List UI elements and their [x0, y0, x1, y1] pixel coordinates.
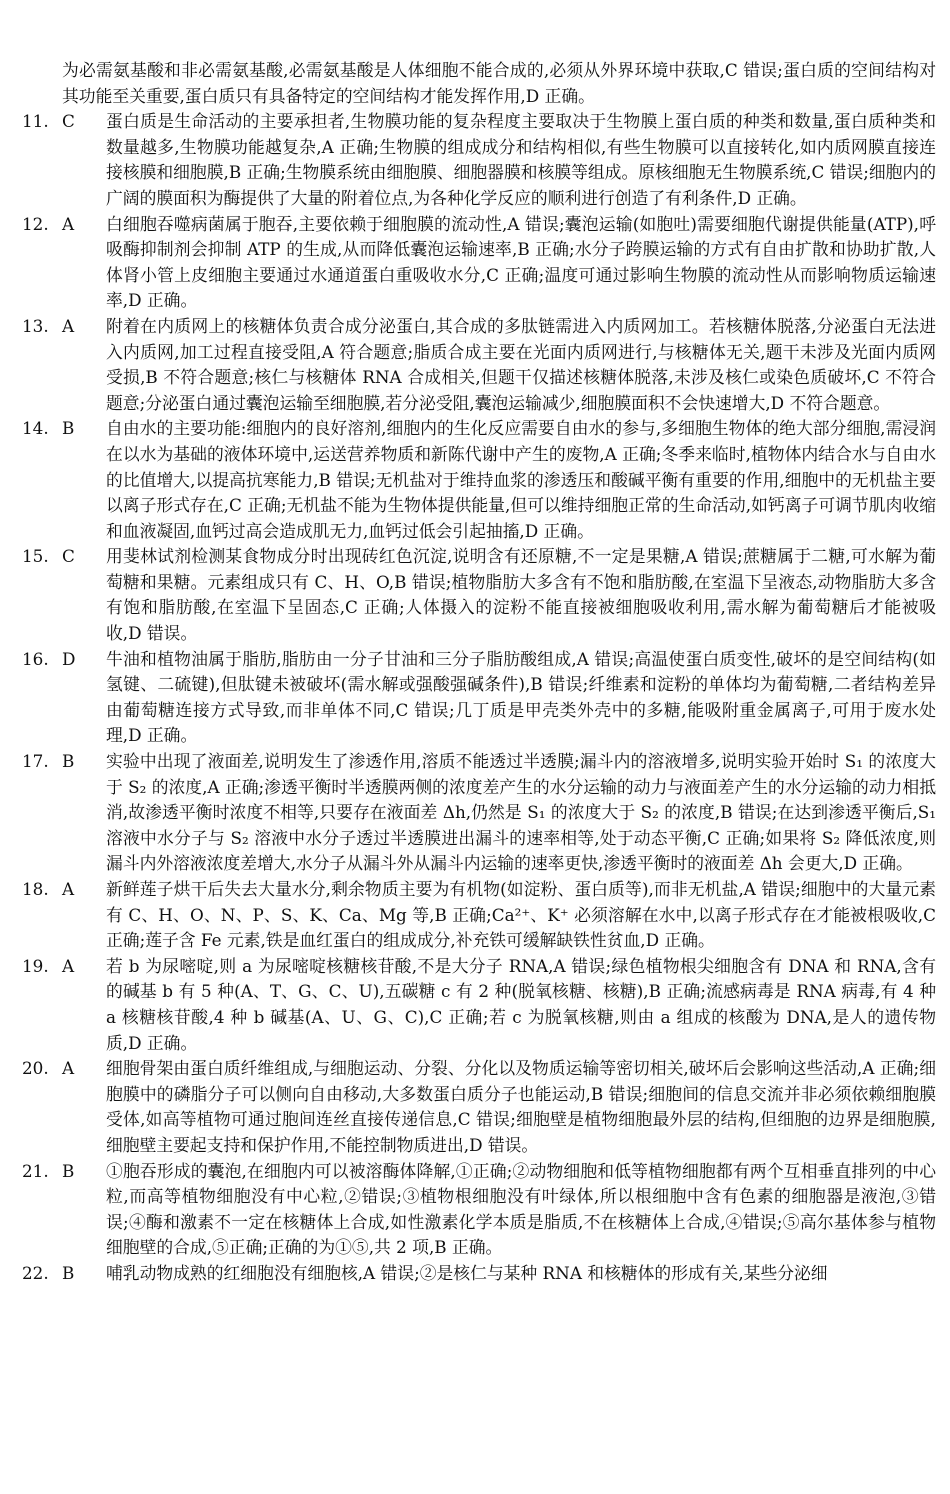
- answer-item: [22, 647, 936, 749]
- question-number: 16.: [22, 648, 49, 669]
- answer-item: [22, 1261, 936, 1287]
- question-number: 13.: [22, 315, 49, 336]
- question-number: 15.: [22, 546, 49, 567]
- answer-item: [22, 416, 936, 544]
- answer-list: [22, 109, 936, 1286]
- answer-letter: C: [62, 111, 75, 132]
- explanation-text: 白细胞吞噬病菌属于胞吞,主要依赖于细胞膜的流动性,A 错误;囊泡运输(如胞吐)需要细胞代谢提供能量(ATP),呼吸酶抑制剂会抑制 ATP 的生成,从而降低囊泡运输速率,B 正确;水分子跨膜运输的方式有自由扩散和协助扩散,人体肾小管上皮细胞主要通过水通道蛋白重吸收水分,C 正确;温度可通过影响生物膜的流动性从而影响物质运输速率,D 正确。: [106, 213, 936, 311]
- question-number: 11.: [22, 111, 49, 132]
- question-number: 22.: [22, 1262, 49, 1283]
- question-number: 21.: [22, 1160, 49, 1181]
- answer-item: [22, 749, 936, 877]
- answer-letter: A: [62, 879, 75, 899]
- answer-letter: A: [62, 1058, 75, 1079]
- explanation-text: 牛油和植物油属于脂肪,脂肪由一分子甘油和三分子脂肪酸组成,A 错误;高温使蛋白质变性,破坏的是空间结构(如氢键、二硫键),但肽键未被破坏(需水解或强酸强碱条件),B 错误;纤维素和淀粉的单体均为葡萄糖,二者结构差异由葡萄糖连接方式导致,而非单体不同,C 错误;几丁质是甲壳类外壳中的多糖,能吸附重金属离子,可用于废水处理,D 正确。: [106, 648, 936, 746]
- answer-letter: B: [62, 418, 75, 439]
- answer-item: [22, 877, 936, 954]
- answer-letter: A: [62, 955, 75, 976]
- answer-letter: B: [62, 1262, 75, 1283]
- explanation-text: 新鲜莲子烘干后失去大量水分,剩余物质主要为有机物(如淀粉、蛋白质等),而非无机盐,A 错误;细胞中的大量元素有 C、H、O、N、P、S、K、Ca、Mg 等,B 正确;Ca²⁺、K⁺ 必须溶解在水中,以离子形式存在才能被根吸收,C 正确;莲子含 Fe 元素,铁是血红蛋白的组成成分,补充铁可缓解缺铁性贫血,D 正确。: [106, 879, 936, 951]
- question-number: 18.: [22, 879, 49, 899]
- explanation-text: 附着在内质网上的核糖体负责合成分泌蛋白,其合成的多肽链需进入内质网加工。若核糖体脱落,分泌蛋白无法进入内质网,加工过程直接受阻,A 符合题意;脂质合成主要在光面内质网进行,与核糖体无关,题干未涉及光面内质网受损,B 不符合题意;核仁与核糖体 RNA 合成相关,但题干仅描述核糖体脱落,未涉及核仁或染色质破坏,C 不符合题意;分泌蛋白通过囊泡运输至细胞膜,若分泌受阻,囊泡运输减少,细胞膜面积不会快速增大,D 不符合题意。: [106, 315, 936, 413]
- explanation-text: 自由水的主要功能:细胞内的良好溶剂,细胞内的生化反应需要自由水的参与,多细胞生物体的绝大部分细胞,需浸润在以水为基础的液体环境中,运送营养物质和新陈代谢中产生的废物,A 正确;冬季来临时,植物体内结合水与自由水的比值增大,以提高抗寒能力,B 错误;无机盐对于维持血浆的渗透压和酸碱平衡有重要的作用,细胞中的无机盐主要以离子形式存在,C 正确;无机盐不能为生物体提供能量,但可以维持细胞正常的生命活动,如钙离子可调节肌肉收缩和血液凝固,血钙过高会造成肌无力,血钙过低会引起抽搐,D 正确。: [106, 418, 936, 541]
- answer-item: [22, 1159, 936, 1261]
- question-number: 19.: [22, 955, 49, 976]
- explanation-text: 细胞骨架由蛋白质纤维组成,与细胞运动、分裂、分化以及物质运输等密切相关,破坏后会影响这些活动,A 正确;细胞膜中的磷脂分子可以侧向自由移动,大多数蛋白质分子也能运动,B 错误;细胞间的信息交流并非必须依赖细胞膜受体,如高等植物可通过胞间连丝直接传递信息,C 错误;细胞壁是植物细胞最外层的结构,但细胞的边界是细胞膜,细胞壁主要起支持和保护作用,不能控制物质进出,D 错误。: [106, 1058, 936, 1155]
- answer-letter: B: [62, 751, 75, 772]
- question-number: 12.: [22, 213, 49, 234]
- answer-letter: A: [62, 315, 75, 336]
- answer-letter: A: [62, 213, 75, 234]
- question-number: 20.: [22, 1058, 49, 1079]
- answer-item: [22, 1056, 936, 1158]
- answer-item: [22, 544, 936, 646]
- explanation-text: 若 b 为尿嘧啶,则 a 为尿嘧啶核糖核苷酸,不是大分子 RNA,A 错误;绿色植物根尖细胞含有 DNA 和 RNA,含有的碱基 b 有 5 种(A、T、G、C、U),五碳糖 c 有 2 种(脱氧核糖、核糖),B 正确;流感病毒是 RNA 病毒,有 4 种 a 核糖核苷酸,4 种 b 碱基(A、U、G、C),C 正确;若 c 为脱氧核糖,则由 a 组成的核酸为 DNA,是人的遗传物质,D 正确。: [106, 955, 936, 1053]
- intro-paragraph: 为必需氨基酸和非必需氨基酸,必需氨基酸是人体细胞不能合成的,必须从外界环境中获取,C 错误;蛋白质的空间结构对其功能至关重要,蛋白质只有具备特定的空间结构才能发挥作用,D 正确。: [62, 60, 936, 106]
- answer-letter: B: [62, 1160, 75, 1181]
- question-number: 14.: [22, 418, 49, 439]
- answer-item: [22, 109, 936, 211]
- explanation-text: 用斐林试剂检测某食物成分时出现砖红色沉淀,说明含有还原糖,不一定是果糖,A 错误;蔗糖属于二糖,可水解为葡萄糖和果糖。元素组成只有 C、H、O,B 错误;植物脂肪大多含有不饱和脂肪酸,在室温下呈液态,动物脂肪大多含有饱和脂肪酸,在室温下呈固态,C 正确;人体摄入的淀粉不能直接被细胞吸收利用,需水解为葡萄糖后才能被吸收,D 错误。: [106, 546, 936, 644]
- answer-item: [22, 212, 936, 314]
- answer-letter: C: [62, 546, 75, 567]
- answer-item: [22, 314, 936, 416]
- explanation-text: 实验中出现了液面差,说明发生了渗透作用,溶质不能透过半透膜;漏斗内的溶液增多,说明实验开始时 S₁ 的浓度大于 S₂ 的浓度,A 正确;渗透平衡时半透膜两侧的浓度差产生的水分运输的动力与液面差产生的水分运输的动力相抵消,故渗透平衡时浓度不相等,只要存在液面差 Δh,仍然是 S₁ 的浓度大于 S₂ 的浓度,B 错误;在达到渗透平衡后,S₁ 溶液中水分子与 S₂ 溶液中水分子透过半透膜进出漏斗的速率相等,处于动态平衡,C 正确;如果将 S₂ 降低浓度,则漏斗内外溶液浓度差增大,水分子从漏斗外从漏斗内运输的速率更快,渗透平衡时的液面差 Δh 会更大,D 正确。: [106, 751, 936, 874]
- explanation-text: ①胞吞形成的囊泡,在细胞内可以被溶酶体降解,①正确;②动物细胞和低等植物细胞都有两个互相垂直排列的中心粒,而高等植物细胞没有中心粒,②错误;③植物根细胞没有叶绿体,所以根细胞中含有色素的细胞器是液泡,③错误;④酶和激素不一定在核糖体上合成,如性激素化学本质是脂质,不在核糖体上合成,④错误;⑤高尔基体参与植物细胞壁的合成,⑤正确;正确的为①⑤,共 2 项,B 正确。: [106, 1160, 936, 1258]
- answer-item: [22, 954, 936, 1056]
- explanation-text: 蛋白质是生命活动的主要承担者,生物膜功能的复杂程度主要取决于生物膜上蛋白质的种类和数量,蛋白质种类和数量越多,生物膜功能越复杂,A 正确;生物膜的组成成分和结构相似,有些生物膜可以直接转化,如内质网膜直接连接核膜和细胞膜,B 正确;生物膜系统由细胞膜、细胞器膜和核膜等组成。原核细胞无生物膜系统,C 错误;细胞内的广阔的膜面积为酶提供了大量的附着位点,为各种化学反应的顺利进行创造了有利条件,D 正确。: [106, 111, 936, 208]
- question-number: 17.: [22, 751, 49, 772]
- answer-letter: D: [62, 648, 76, 669]
- explanation-text: 哺乳动物成熟的红细胞没有细胞核,A 错误;②是核仁与某种 RNA 和核糖体的形成有关,某些分泌细: [106, 1262, 828, 1283]
